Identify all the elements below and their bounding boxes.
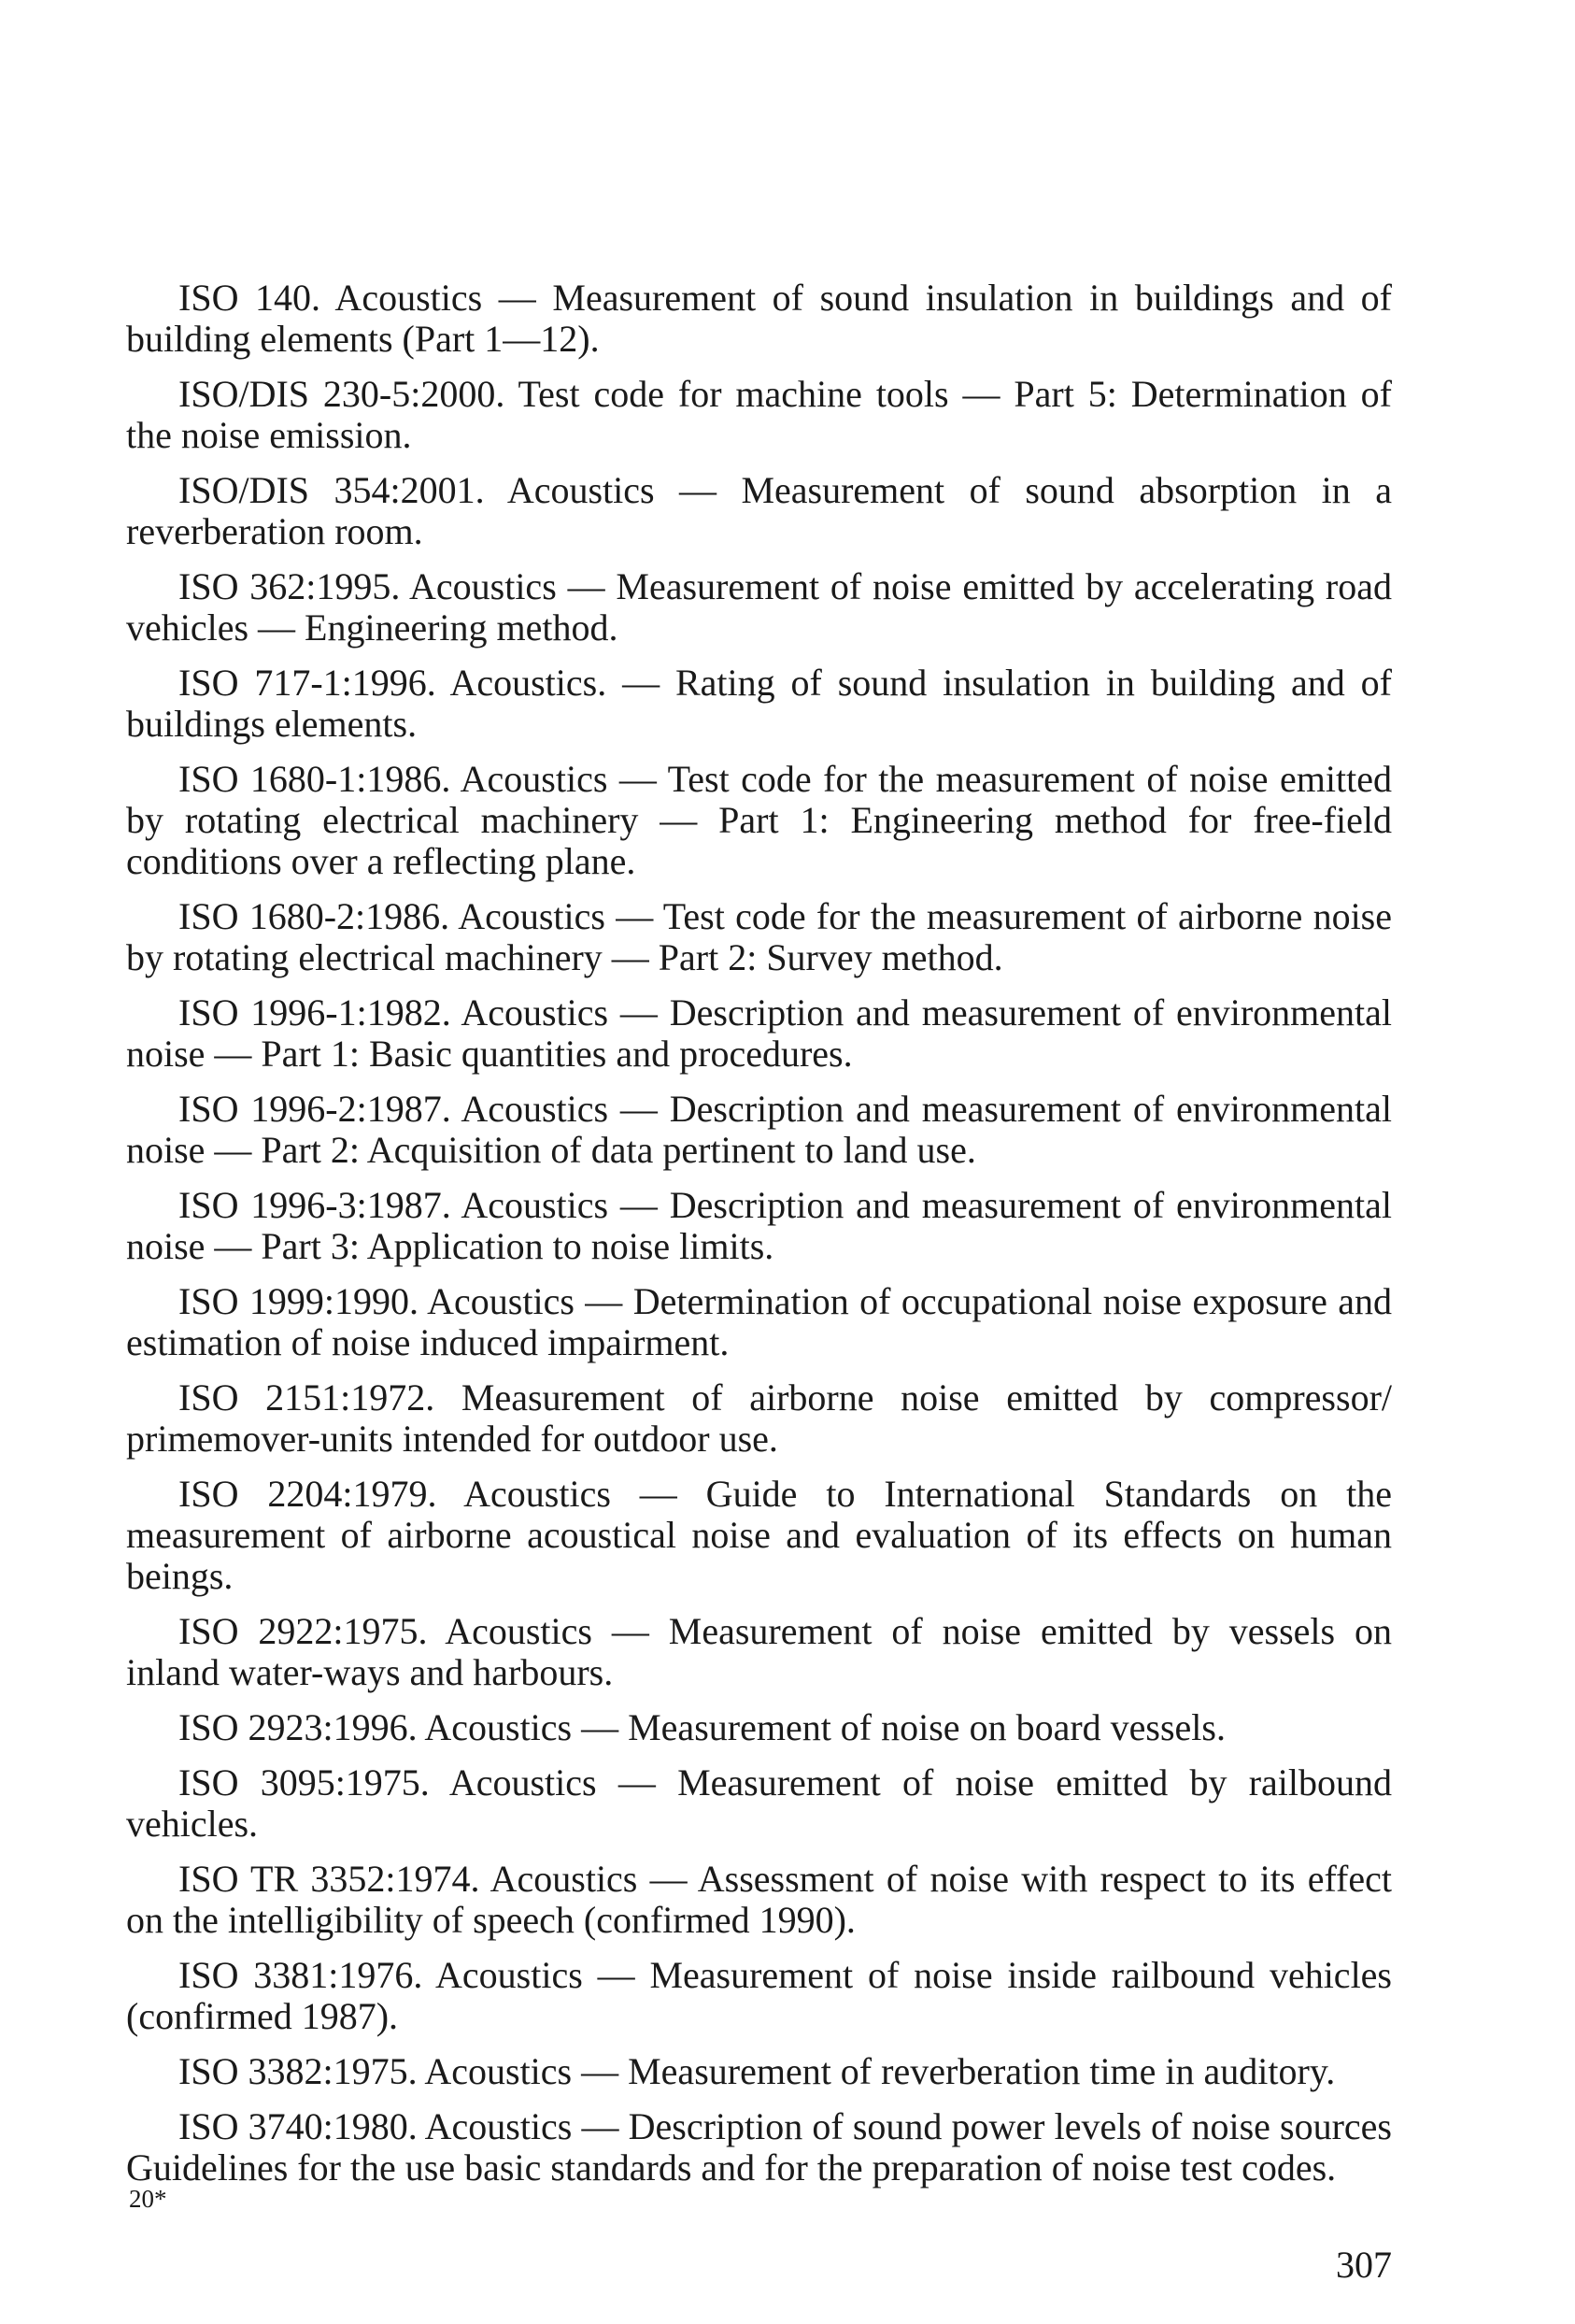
reference-item: ISO/DIS 354:2001. Acoustics — Measurement of sound absorption in a reverberation room. [126,469,1392,552]
reference-list [126,278,1392,2203]
reference-item: ISO 3381:1976. Acoustics — Measurement of noise inside railbound vehicles (confirmed 1987). [126,1954,1392,2037]
signature-mark: 20* [129,2185,167,2213]
reference-item: ISO 3382:1975. Acoustics — Measurement of reverberation time in auditory. [178,2050,1336,2092]
reference-item: ISO 2922:1975. Acoustics — Measurement of noise emitted by vessels on inland water-ways and harbours. [126,1610,1392,1693]
reference-item: ISO TR 3352:1974. Acoustics — Assessment of noise with respect to its effect on the intelligibility of speech (confirmed 1990). [126,1858,1392,1941]
reference-item: ISO 1999:1990. Acoustics — Determination of occupational noise exposure and estimation of noise induced impairment. [126,1280,1392,1363]
reference-item: ISO 1996-3:1987. Acoustics — Description and measurement of environmental noise — Part 3: Application to noise limits. [126,1184,1392,1267]
reference-item: ISO 2923:1996. Acoustics — Measurement of noise on board vessels. [178,1706,1226,1748]
page-number: 307 [1336,2244,1392,2286]
reference-item: ISO 2204:1979. Acoustics — Guide to International Standards on the measurement of airborne acoustical noise and evaluation of its effects on human beings. [126,1473,1392,1597]
reference-item: ISO/DIS 230-5:2000. Test code for machine tools — Part 5: Determination of the noise emission. [126,373,1392,456]
reference-item: ISO 140. Acoustics — Measurement of sound insulation in buildings and of building elements (Part 1—12). [126,277,1392,360]
reference-item: ISO 717-1:1996. Acoustics. — Rating of sound insulation in building and of buildings elements. [126,662,1392,745]
reference-item: ISO 362:1995. Acoustics — Measurement of noise emitted by accelerating road vehicles — Engineering method. [126,565,1392,649]
reference-item: ISO 2151:1972. Measurement of airborne noise emitted by compressor/ primemover-units intended for outdoor use. [126,1376,1392,1460]
reference-item: ISO 1996-2:1987. Acoustics — Description and measurement of environmental noise — Part 2: Acquisition of data pertinent to land use. [126,1088,1392,1171]
reference-item: ISO 1996-1:1982. Acoustics — Description and measurement of environmental noise — Part 1: Basic quantities and procedures. [126,991,1392,1075]
reference-item: ISO 3740:1980. Acoustics — Description of sound power levels of noise sources Guidelines for the use basic standards and for the preparation of noise test codes. [126,2105,1392,2189]
reference-item: ISO 1680-1:1986. Acoustics — Test code for the measurement of noise emitted by rotating electrical machinery — Part 1: Engineering method for free-field conditions over a reflecting plane. [126,758,1392,882]
reference-item: ISO 3095:1975. Acoustics — Measurement of noise emitted by railbound vehicles. [126,1761,1392,1845]
reference-item: ISO 1680-2:1986. Acoustics — Test code for the measurement of airborne noise by rotating electrical machinery — Part 2: Survey method. [126,895,1392,978]
